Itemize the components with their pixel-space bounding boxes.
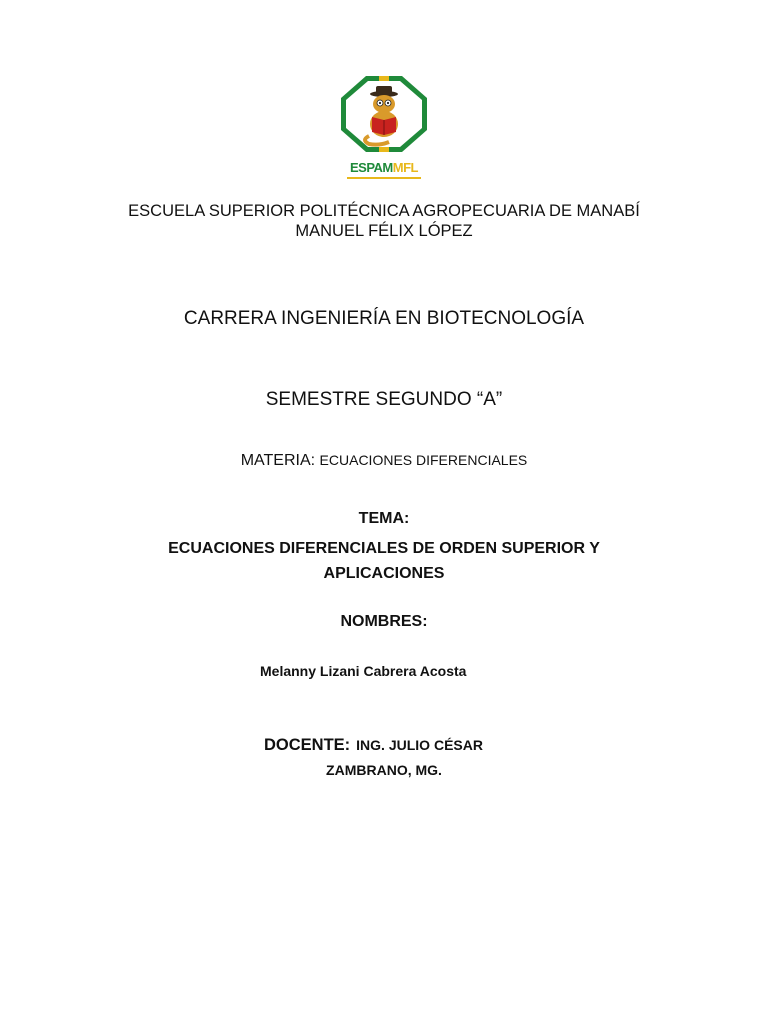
subject-value: ECUACIONES DIFERENCIALES — [319, 452, 528, 468]
career-title: CARRERA INGENIERÍA EN BIOTECNOLOGÍA — [183, 308, 585, 329]
topic-line2: APLICACIONES — [323, 565, 445, 582]
logo-underline — [347, 177, 421, 179]
logo-text-espam: ESPAM — [350, 160, 393, 175]
subject-line — [0, 449, 768, 472]
teacher-line — [264, 734, 483, 756]
student-name: Melanny Lizani Cabrera Acosta — [260, 663, 467, 679]
subject-label: MATERIA: — [240, 452, 316, 469]
teacher-label: DOCENTE: — [264, 736, 351, 754]
logo-text-mfl: MFL — [392, 160, 418, 175]
institution-line2: MANUEL FÉLIX LÓPEZ — [295, 222, 473, 240]
mascot-seal-icon — [339, 74, 429, 154]
names-label: NOMBRES: — [340, 613, 428, 630]
semester-title: SEMESTRE SEGUNDO “A” — [265, 389, 503, 410]
topic-line1: ECUACIONES DIFERENCIALES DE ORDEN SUPERIOR Y — [168, 540, 600, 557]
topic-text — [0, 536, 768, 586]
topic-label: TEMA: — [358, 510, 410, 527]
logo-wordmark — [339, 160, 429, 175]
teacher-name-line2: ZAMBRANO, MG. — [326, 762, 442, 778]
institution-line1: ESCUELA SUPERIOR POLITÉCNICA AGROPECUARIA DE MANABÍ — [128, 202, 640, 220]
teacher-name-line1: ING. JULIO CÉSAR — [356, 737, 483, 753]
university-logo — [339, 74, 429, 182]
institution-name — [0, 201, 768, 241]
